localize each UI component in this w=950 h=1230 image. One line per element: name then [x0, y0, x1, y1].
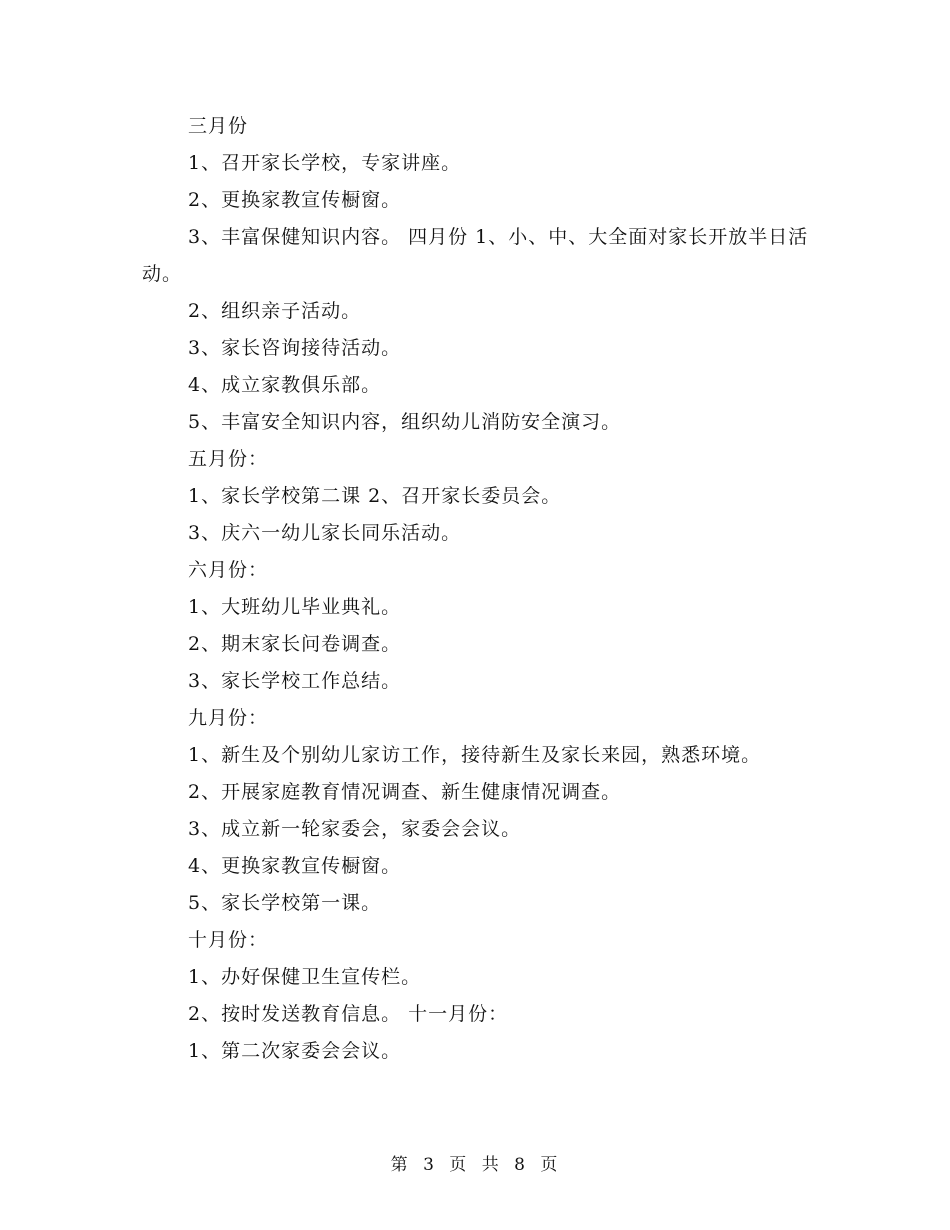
list-item: 1、召开家长学校，专家讲座。 — [188, 152, 462, 174]
section-heading-may: 五月份： — [188, 448, 269, 470]
section-heading-march: 三月份 — [188, 115, 249, 137]
list-item: 3、丰富保健知识内容。 四月份 1、小、中、大全面对家长开放半日活动。 — [142, 226, 809, 285]
list-item: 2、更换家教宣传橱窗。 — [188, 189, 402, 211]
section-heading-september: 九月份： — [188, 707, 269, 729]
list-item: 4、成立家教俱乐部。 — [188, 374, 382, 396]
list-item: 1、办好保健卫生宣传栏。 — [188, 966, 422, 988]
list-item: 2、按时发送教育信息。 十一月份： — [188, 1003, 509, 1025]
list-item: 1、大班幼儿毕业典礼。 — [188, 596, 402, 618]
list-item: 4、更换家教宣传橱窗。 — [188, 855, 402, 877]
list-item: 1、第二次家委会会议。 — [188, 1040, 402, 1062]
list-item: 3、家长学校工作总结。 — [188, 670, 402, 692]
list-item: 3、庆六一幼儿家长同乐活动。 — [188, 522, 462, 544]
list-item: 1、新生及个别幼儿家访工作，接待新生及家长来园，熟悉环境。 — [188, 744, 762, 766]
list-item: 1、家长学校第二课 2、召开家长委员会。 — [188, 485, 562, 507]
document-body — [142, 108, 810, 1070]
section-heading-october: 十月份： — [188, 929, 269, 951]
list-item: 3、家长咨询接待活动。 — [188, 337, 402, 359]
list-item: 3、成立新一轮家委会，家委会会议。 — [188, 818, 522, 840]
section-heading-june: 六月份： — [188, 559, 269, 581]
list-item: 5、家长学校第一课。 — [188, 892, 382, 914]
list-item: 2、期末家长问卷调查。 — [188, 633, 402, 655]
list-item: 5、丰富安全知识内容，组织幼儿消防安全演习。 — [188, 411, 622, 433]
list-item: 2、开展家庭教育情况调查、新生健康情况调查。 — [188, 781, 622, 803]
page-number-footer: 第 3 页 共 8 页 — [390, 1155, 560, 1175]
list-item: 2、组织亲子活动。 — [188, 300, 362, 322]
